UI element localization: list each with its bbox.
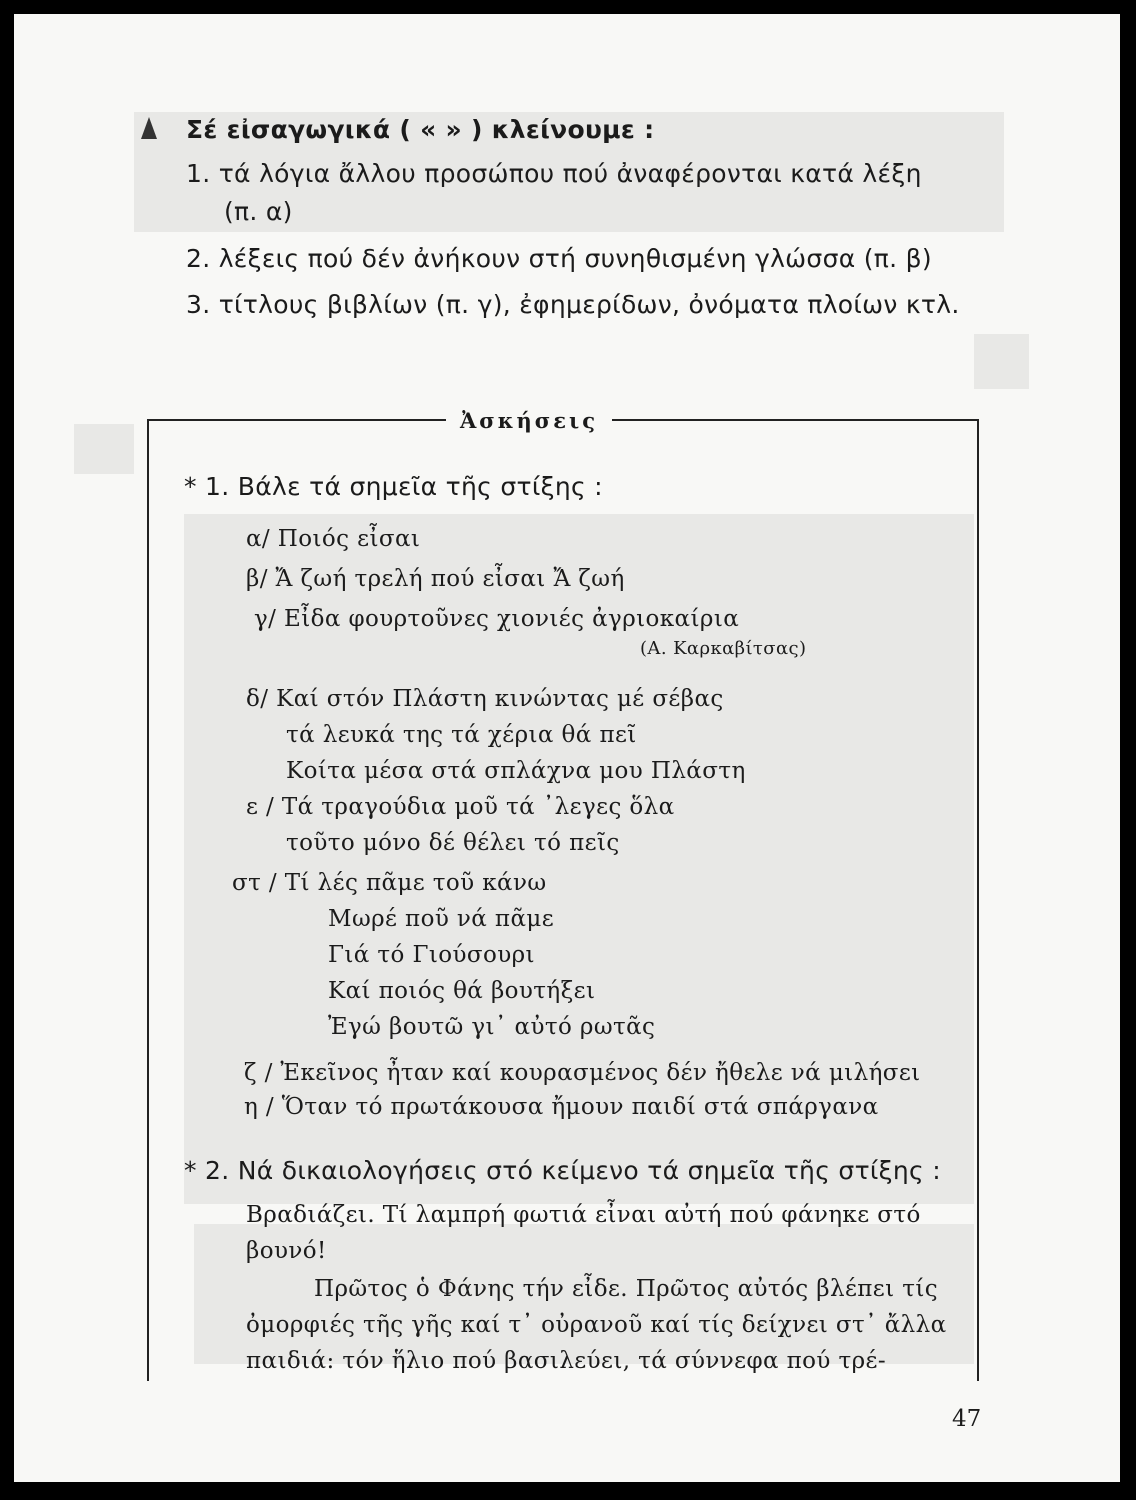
triangle-marker-icon: [141, 117, 157, 139]
exercise-1-item-e-line-2: τοῦτο μόνο δέ θέλει τό πεῖς: [286, 830, 620, 856]
exercise-2-text-line-3: Πρῶτος ὁ Φάνης τήν εἶδε. Πρῶτος αὐτός βλέπει τίς: [314, 1276, 939, 1302]
exercise-2-text-line-1: Βραδιάζει. Τί λαμπρή φωτιά εἶναι αὐτή πού φάνηκε στό: [246, 1202, 921, 1228]
exercise-1-item-e-line-1: ε / Τά τραγούδια μοῦ τά ᾽λεγες ὅλα: [246, 794, 675, 820]
exercise-1-item-c: γ/ Εἶδα φουρτοῦνες χιονιές ἀγριοκαίρια: [254, 606, 740, 632]
exercise-2-text-line-5: παιδιά: τόν ἥλιο πού βασιλεύει, τά σύννεφα πού τρέ-: [246, 1348, 887, 1374]
intro-item-1: 1. τά λόγια ἄλλου προσώπου πού ἀναφέρονται κατά λέξη: [186, 159, 922, 188]
exercise-2-label: * 2. Νά δικαιολογήσεις στό κείμενο τά σημεῖα τῆς στίξης :: [184, 1156, 942, 1185]
intro-item-2: 2. λέξεις πού δέν ἀνήκουν στή συνηθισμένη γλώσσα (π. β): [186, 244, 932, 273]
exercises-title: Ἀσκήσεις: [446, 408, 612, 433]
book-page: [14, 14, 1120, 1482]
intro-item-3: 3. τίτλους βιβλίων (π. γ), ἐφημερίδων, ὀνόματα πλοίων κτλ.: [186, 290, 960, 319]
exercise-1-item-h: η / Ὅταν τό πρωτάκουσα ἤμουν παιδί στά σπάργανα: [244, 1094, 879, 1120]
exercise-1-source: (Α. Καρκαβίτσας): [640, 638, 807, 659]
exercise-1-item-d-line-1: δ/ Καί στόν Πλάστη κινώντας μέ σέβας: [246, 686, 724, 712]
exercise-1-item-st-line-5: Ἐγώ βουτῶ γι᾽ αὐτό ρωτᾶς: [328, 1014, 656, 1040]
exercise-1-item-d-line-2: τά λευκά της τά χέρια θά πεῖ: [286, 722, 637, 748]
exercises-box: [147, 419, 979, 1381]
exercise-2-text-line-4: ὀμορφιές τῆς γῆς καί τ᾽ οὐρανοῦ καί τίς δείχνει στ᾽ ἄλλα: [246, 1312, 947, 1338]
exercise-1-item-z: ζ / Ἐκεῖνος ἦταν καί κουρασμένος δέν ἤθελε νά μιλήσει: [244, 1060, 921, 1086]
exercise-1-item-st-line-2: Μωρέ ποῦ νά πᾶμε: [328, 906, 555, 932]
exercise-1-item-b: β/ Ἄ ζωή τρελή πού εἶσαι Ἄ ζωή: [246, 566, 625, 592]
page-number: 47: [952, 1406, 982, 1432]
exercise-1-item-d-line-3: Κοίτα μέσα στά σπλάχνα μου Πλάστη: [286, 758, 746, 784]
bleed-through-block: [74, 424, 134, 474]
intro-item-1-cont: (π. α): [224, 197, 293, 226]
exercise-1-label: * 1. Βάλε τά σημεῖα τῆς στίξης :: [184, 472, 603, 501]
bleed-through-block: [974, 334, 1029, 389]
exercise-1-item-st-line-3: Γιά τό Γιούσουρι: [328, 942, 535, 968]
intro-heading: Σέ εἰσαγωγικά ( « » ) κλείνουμε :: [186, 115, 655, 144]
exercise-2-text-line-2: βουνό!: [246, 1238, 327, 1264]
exercise-1-item-st-line-4: Καί ποιός θά βουτήξει: [328, 978, 596, 1004]
exercise-1-item-st-line-1: στ / Τί λές πᾶμε τοῦ κάνω: [232, 870, 547, 896]
exercise-1-item-a: α/ Ποιός εἶσαι: [246, 526, 421, 552]
